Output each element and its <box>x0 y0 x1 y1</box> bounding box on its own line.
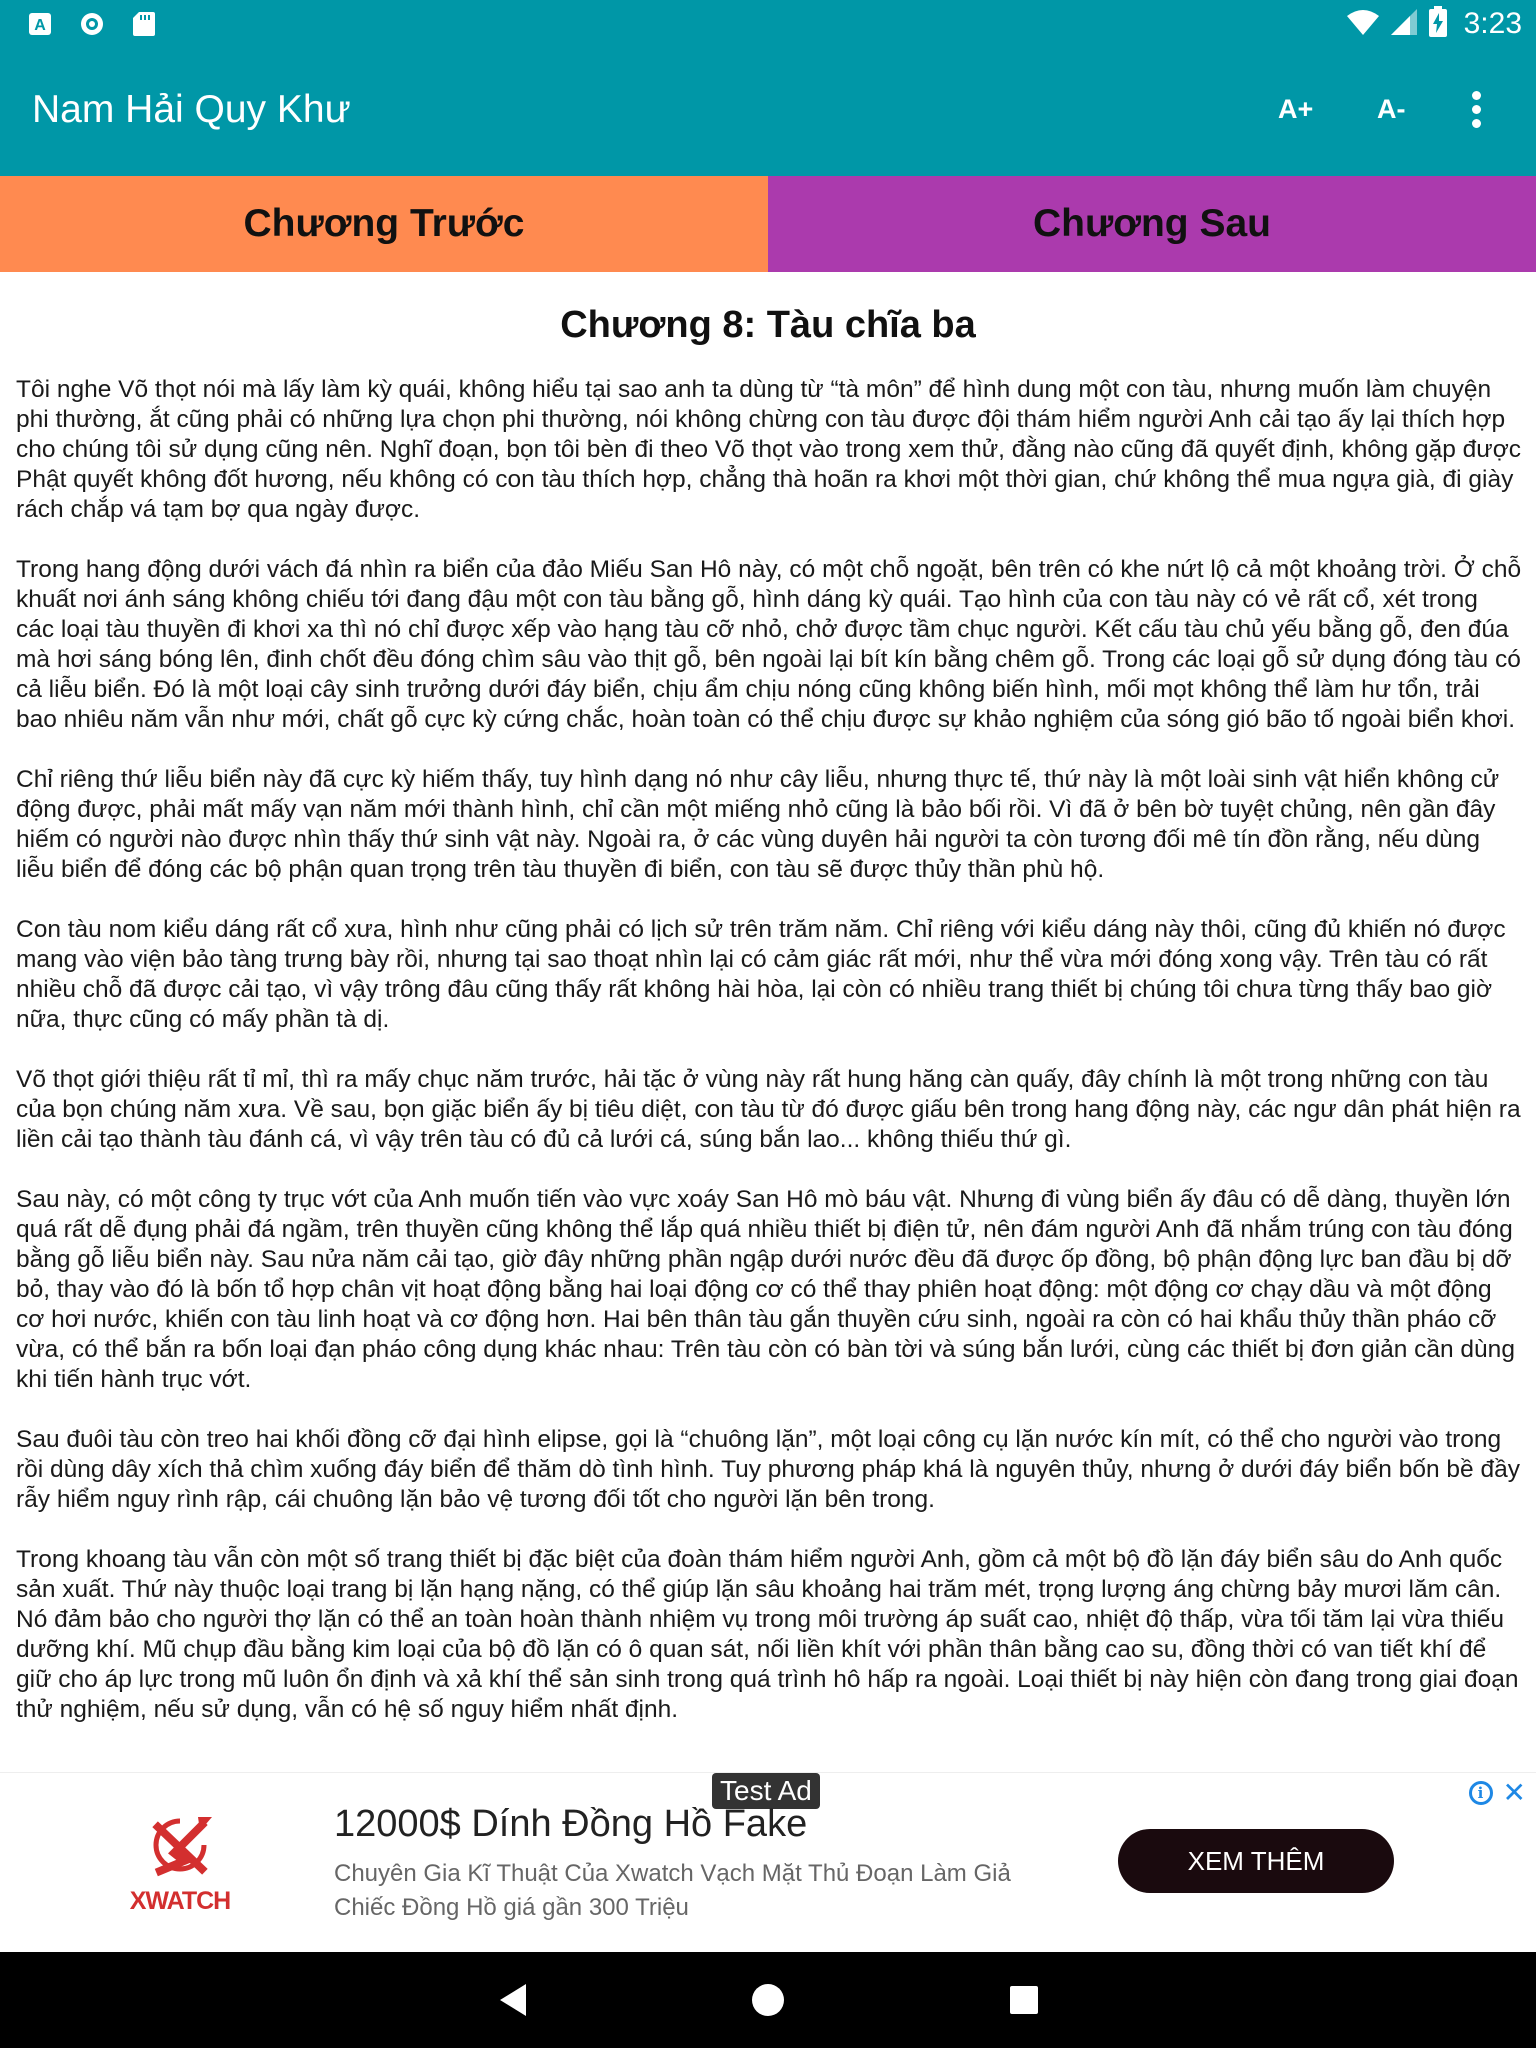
paragraph: Trong khoang tàu vẫn còn một số trang thiết bị đặc biệt của đoàn thám hiểm người Anh, gồm cả một bộ đồ lặn đáy biển sâu do Anh quốc sản xuất. Thứ này thuộc loại trang bị lặn hạng nặng, có thể giúp lặn sâu khoảng hai trăm mét, trọng lượng áng chừng bảy mươi lăm cân. Nó đảm bảo cho người thợ lặn có thể an toàn hoàn thành nhiệm vụ trong môi trường áp suất cao, nhiệt độ thấp, vừa tối tăm lại vừa thiếu dưỡng khí. Mũ chụp đầu bằng kim loại của bộ đồ lặn có ô quan sát, nối liền khít với phần thân bằng cao su, đồng thời có van tiết khí để giữ cho áp lực trong mũ luôn ổn định và xả khí thể sản sinh trong quá trình hô hấp ra ngoài. Loại thiết bị này hiện còn đang trong giai đoạn thử nghiệm, nếu sử dụng, vẫn có hệ số nguy hiểm nhất định. <box>16 1546 1519 1723</box>
font-decrease-button[interactable]: A- <box>1377 94 1406 124</box>
ad-headline[interactable]: 12000$ Dính Đồng Hồ Fake <box>334 1803 808 1845</box>
xwatch-logo-icon <box>140 1813 220 1879</box>
status-clock: 3:23 <box>1463 7 1522 40</box>
system-nav-bar <box>0 1952 1536 2048</box>
circle-app-icon <box>78 10 106 38</box>
chapter-nav <box>0 176 1536 272</box>
paragraph: Sau này, có một công ty trục vớt của Anh muốn tiến vào vực xoáy San Hô mò báu vật. Nhưng đi vùng biển ấy đâu có dễ dàng, thuyền lớn quá rất dễ đụng phải đá ngầm, trên thuyền cũng không thể lắp quá nhiều thiết bị điện tử, nên đám người Anh đã nhắm trúng con tàu đóng bằng gỗ liễu biển này. Sau nửa năm cải tạo, giờ đây những phần ngập dưới nước đều đã được ốp đồng, bộ phận động lực ban đầu bị dỡ bỏ, thay vào đó là bốn tổ hợp chân vịt hoạt động bằng hai loại động cơ có thể thay phiên hoạt động: một động cơ chạy dầu và một động cơ hơi nước, khiến con tàu linh hoạt và cơ động hơn. Hai bên thân tàu gắn thuyền cứu sinh, ngoài ra còn có hai khẩu thủy thần pháo cỡ vừa, có thể bắn ra bốn loại đạn pháo công dụng khác nhau: Trên tàu còn có bàn tời và súng bắn lưới, cùng các thiết bị đơn giản cần dùng khi tiến hành trục vớt. <box>16 1186 1515 1393</box>
app-title: Nam Hải Quy Khư <box>32 88 351 131</box>
paragraph: Tôi nghe Võ thọt nói mà lấy làm kỳ quái, không hiểu tại sao anh ta dùng từ “tà môn” để hình dung một con tàu, nhưng muốn làm chuyện phi thường, ắt cũng phải có những lựa chọn phi thường, nói không chừng con tàu được đội thám hiểm người Anh cải tạo ấy lại thích hợp cho chúng tôi sử dụng cũng nên. Nghĩ đoạn, bọn tôi bèn đi theo Võ thọt vào trong xem thử, đằng nào cũng đã quyết định, không gặp được Phật quyết không đốt hương, nếu không có con tàu thích hợp, chẳng thà hoãn ra khơi một thời gian, chứ không thể mua ngựa già, đi giày rách chắp vá tạm bợ qua ngày được. <box>16 376 1522 523</box>
xwatch-logo <box>116 1813 244 1913</box>
text-a-icon <box>26 10 54 38</box>
status-bar <box>0 0 1536 50</box>
svg-text:A: A <box>34 17 46 34</box>
sd-card-icon <box>130 10 158 38</box>
paragraph: Sau đuôi tàu còn treo hai khối đồng cỡ đại hình elipse, gọi là “chuông lặn”, một loại công cụ lặn nước kín mít, có thể cho người vào trong rồi dùng dây xích thả chìm xuống đáy biển để thăm dò tình hình. Tuy phương pháp khá là nguyên thủy, nhưng ở dưới đáy biển bốn bề đầy rẫy hiểm nguy rình rập, cái chuông lặn bảo vệ tương đối tốt cho người lặn bên trong. <box>16 1426 1520 1513</box>
app-bar <box>0 50 1536 176</box>
paragraph: Trong hang động dưới vách đá nhìn ra biển của đảo Miếu San Hô này, có một chỗ ngoặt, bên trên có khe nứt lộ cả một khoảng trời. Ở chỗ khuất nơi ánh sáng không chiếu tới đang đậu một con tàu bằng gỗ, hình dáng kỳ quái. Tạo hình của con tàu này có vẻ rất cổ, xét trong các loại tàu thuyền đi khơi xa thì nó chỉ được xếp vào hạng tàu cỡ nhỏ, chở được tầm chục người. Kết cấu tàu chủ yếu bằng gỗ, đen đúa mà hơi sáng bóng lên, đinh chốt đều đóng chìm sâu vào thịt gỗ, bên ngoài lại bít kín bằng chêm gỗ. Trong các loại gỗ sử dụng đóng tàu có cả liễu biển. Đó là một loại cây sinh trưởng dưới đáy biển, chịu ẩm chịu nóng cũng không biến hình, mối mọt không thể làm hư tổn, trải bao nhiêu năm vẫn như mới, chất gỗ cực kỳ cứng chắc, hoàn toàn có thể chịu được sự khảo nghiệm của sóng gió bão tố ngoài biển khơi. <box>16 556 1522 733</box>
ad-logo-text: XWATCH <box>129 1887 231 1915</box>
home-icon[interactable] <box>746 1978 790 2022</box>
chapter-content[interactable] <box>0 272 1536 1772</box>
paragraph: Con tàu nom kiểu dáng rất cổ xưa, hình như cũng phải có lịch sử trên trăm năm. Chỉ riêng với kiểu dáng này thôi, cũng đủ khiến nó được mang vào viện bảo tàng trưng bày rồi, nhưng tại sao thoạt nhìn lại có cảm giác rất mới, như thể vừa mới đóng xong vậy. Trên tàu có rất nhiều chỗ đã được cải tạo, vì vậy trông đâu cũng thấy rất không hài hòa, lại còn có nhiều trang thiết bị chúng tôi chưa từng thấy bao giờ nữa, thực cũng có mấy phần tà dị. <box>16 916 1506 1033</box>
ad-banner[interactable] <box>0 1772 1536 1952</box>
test-ad-label: Test Ad <box>712 1773 820 1809</box>
battery-charging-icon <box>1428 6 1448 42</box>
back-icon[interactable] <box>492 1978 536 2022</box>
chapter-title: Chương 8: Tàu chĩa ba <box>560 304 976 346</box>
signal-icon <box>1390 8 1418 40</box>
next-chapter-button[interactable]: Chương Sau <box>768 176 1536 272</box>
ad-cta-button[interactable]: XEM THÊM <box>1118 1829 1394 1893</box>
wifi-icon <box>1346 8 1380 40</box>
paragraph: Võ thọt giới thiệu rất tỉ mỉ, thì ra mấy chục năm trước, hải tặc ở vùng này rất hung hăng càn quấy, đây chính là một trong những con tàu của bọn chúng năm xưa. Về sau, bọn giặc biển ấy bị tiêu diệt, con tàu từ đó được giấu bên trong hang động này, các ngư dân phát hiện ra liền cải tạo thành tàu đánh cá, vì vậy trên tàu có đủ cả lưới cá, súng bắn lao... không thiếu thứ gì. <box>16 1066 1521 1153</box>
font-increase-button[interactable]: A+ <box>1278 94 1314 124</box>
paragraph: Chỉ riêng thứ liễu biển này đã cực kỳ hiếm thấy, tuy hình dạng nó như cây liễu, nhưng thực tế, thứ này là một loài sinh vật hiển không cử động được, phải mất mấy vạn năm mới thành hình, chỉ cần một miếng nhỏ cũng là bảo bối rồi. Vì đã ở bên bờ tuyệt chủng, nên gần đây hiếm có người nào được nhìn thấy thứ sinh vật này. Ngoài ra, ở các vùng duyên hải người ta còn tương đối mê tín đồn rằng, nếu dùng liễu biển để đóng các bộ phận quan trọng trên tàu thuyền đi biển, con tàu sẽ được thủy thần phù hộ. <box>16 766 1500 883</box>
previous-chapter-button[interactable]: Chương Trước <box>0 176 768 272</box>
ad-body: Chuyên Gia Kĩ Thuật Của Xwatch Vạch Mặt Thủ Đoạn Làm Giả Chiếc Đồng Hồ giá gần 300 Triệu <box>334 1860 1011 1921</box>
ad-close-icon[interactable]: ✕ <box>1502 1776 1526 1809</box>
more-vert-icon[interactable] <box>1462 86 1490 142</box>
recent-apps-icon[interactable] <box>1002 1978 1046 2022</box>
ad-info-icon[interactable]: i <box>1469 1781 1493 1805</box>
